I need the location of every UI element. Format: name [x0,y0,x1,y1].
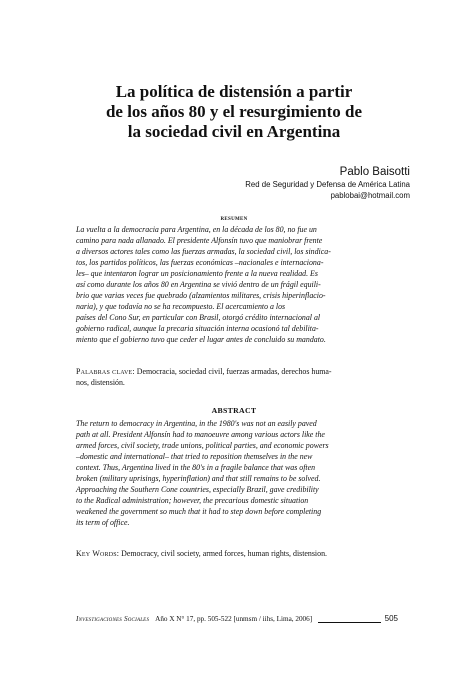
resumen-line: brio que varias veces fue quebrado (alzamientos militares, crisis hiperinflacio- [76,291,326,300]
key-words [76,548,398,559]
abstract-line: The return to democracy in Argentina, in the 1980's was not an easily paved [76,419,317,428]
resumen-line: camino para nada allanado. El presidente Alfonsín tuvo que maniobrar frente [76,236,323,245]
palabras-clave-text-cont: nos, distensión. [76,378,125,387]
key-words-text: Democracy, civil society, armed forces, human rights, distension. [121,549,327,558]
abstract-line: weakened the government so much that it had to step down before completing [76,507,322,516]
abstract-heading: ABSTRACT [211,406,257,415]
abstract-line: Approaching the Southern Cone countries, especially Brazil, gave credibility [76,485,319,494]
author-name: Pablo Baisotti [339,166,410,178]
journal-name: Investigaciones Sociales [76,615,150,623]
resumen-line: tos, los partidos políticos, las fuerzas económicas –nacionales e internaciona- [76,258,324,267]
resumen-line: gobierno radical, aunque la precaria situación interna ocasionó tal debilita- [76,324,319,333]
resumen-line: les– que intentaron lograr un posicionamiento frente a la nueva realidad. Es [76,269,318,278]
title-line-1: La política de distensión a partir [115,82,353,101]
abstract-line: armed forces, civil society, trade unions, political parties, and economic powers [76,441,329,450]
page-number: 505 [384,614,398,623]
resumen-line: naria), y que todavía no se ha recompuesto. El acercamiento a los [76,302,286,311]
journal-citation: Año X N° 17, pp. 505-522 [unmsm / iihs, Lima, 2006] [155,615,313,623]
abstract-line: to the Radical administration; however, the precarious domestic situation [76,496,309,505]
palabras-clave [76,366,398,388]
key-words-label: Key Words: [76,549,120,558]
abstract-line: its term of office. [76,518,130,527]
abstract-line: –domestic and international– that tried to reposition themselves in the new [76,452,313,461]
title-line-2: de los años 80 y el resurgimiento de [105,102,363,121]
abstract-body [76,418,396,528]
title-line-3: la sociedad civil en Argentina [127,122,341,141]
resumen-line: a diversos actores tales como las fuerzas armadas, la sociedad civil, los sindica- [76,247,331,256]
resumen-line: miento que el gobierno tuvo que ceder el lugar antes de concluido su mandato. [76,335,326,344]
abstract-line: context. Thus, Argentina lived in the 80's in a fragile balance that was often [76,463,316,472]
resumen-line: así como durante los años 80 en Argentina se vivió dentro de un frágil equili- [76,280,321,289]
footer-rule [318,616,381,623]
page-footer [76,613,398,625]
resumen-line: La vuelta a la democracia para Argentina, en la década de los 80, no fue un [76,225,317,234]
author-block [245,165,410,201]
abstract-line: path at all. President Alfonsín had to manoeuvre among various actors like the [76,430,325,439]
author-email: pablobai@hotmail.com [330,191,410,200]
palabras-clave-text: Democracia, sociedad civil, fuerzas armadas, derechos huma- [136,367,332,376]
resumen-heading: resumen [220,213,248,222]
palabras-clave-label: Palabras clave: [76,367,135,376]
resumen-body [76,224,396,345]
abstract-line: broken (military uprisings, hyperinflation) and that still remains to be solved. [76,474,321,483]
resumen-line: países del Cono Sur, en particular con Brasil, otorgó crédito internacional al [76,313,321,322]
article-title [60,82,408,142]
author-affiliation: Red de Seguridad y Defensa de América Latina [245,180,410,189]
